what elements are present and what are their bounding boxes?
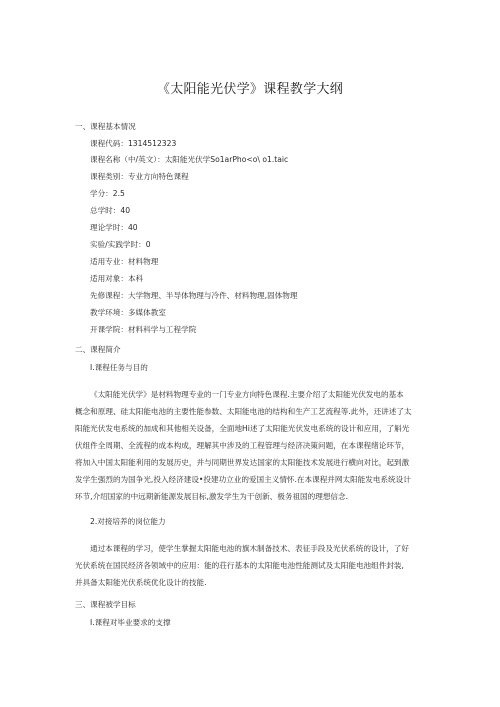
paragraph-line: 伏组件全周期、全流程的成本构成，理解其中涉及的工程管理与经济决策问题，在本课程绪论环节， (75, 441, 410, 450)
info-prerequisites: 先修课程：大学物理、半导体物理与冷件、材料物理,固体物理 (90, 291, 298, 300)
paragraph-line: 将加入中国太阳能利用的发展历史，并与同期世界发达国家的太阳能技术发展进行横向对比，起到激 (75, 458, 410, 467)
info-credits: 学分：2.5 (90, 189, 125, 198)
section-heading-teaching-goals: 三、课程被学目标 (75, 600, 136, 609)
info-course-name: 课程名称（中/英文）：太阳能光伏学So1arPho<o\ o1.taic (90, 155, 289, 164)
paragraph-line: 光伏系统在国民经济各领域中的应用：能的荘行基本的太阳能电池性能测试及太阳能电池组件封装, (75, 561, 404, 570)
info-audience: 适用对象：本科 (90, 274, 144, 283)
info-course-code: 课程代码：1314512323 (90, 139, 177, 148)
paragraph-line: 通过本课程的学习，使学生掌握太阳能电池的旗木制备技术、表征手段及光伏系统的设计，了好 (90, 544, 409, 553)
subheading-graduation-support: I.课程对毕业要求的支撑 (90, 618, 171, 627)
info-theory-hours: 理论学时：40 (90, 223, 138, 232)
paragraph-line: 并具备太阳能光伏系统优化设计的技能. (75, 578, 207, 587)
paragraph-line: 发学生强烈的为国争光,投入经济建设•投建功立业的爱国主义情怀.在本课程并网太阳能发电系统设计 (75, 475, 411, 484)
paragraph-line: 概念和原理、硅太阳能电池的主要性能参数、太阳能电池的结构和生产工艺流程等.此外，还讲述了太 (75, 407, 412, 416)
info-environment: 教学环境：多媒体教室 (90, 308, 166, 317)
info-major: 适用专业：材料物理 (90, 257, 159, 266)
info-lab-hours: 实验/实践学时：0 (90, 240, 151, 249)
paragraph-line: 《太阳能光伏学》是材料物理专业的一门专业方向特色课程.主要介绍了太阳能光伏发电的基本 (90, 390, 404, 399)
info-college: 开课学院：材料科学与工程学院 (90, 325, 197, 334)
document-title: 《太阳能光伏学》课程教学大纲 (156, 82, 344, 97)
paragraph-line: 环节,介绍国家的中远期新能源发展目标,激发学生为干创新、极务祖国的理想信念. (75, 492, 349, 501)
section-heading-course-intro: 二、课程简介 (75, 345, 121, 354)
info-course-category: 课程类别：专业方向特色课程 (90, 172, 189, 181)
paragraph-line: 阳能光伏发电系统的加成和其他相关设备，全面地Hi述了太阳能光伏发电系统的设计和应用，了斛光 (75, 424, 410, 433)
subheading-task-purpose: I.课程任务与目的 (90, 363, 148, 372)
info-total-hours: 总学时：40 (90, 206, 131, 215)
section-heading-basic-info: 一、课程基本情况 (75, 122, 136, 131)
subheading-job-abilities: 2.对接培养的岗位能力 (90, 517, 166, 526)
